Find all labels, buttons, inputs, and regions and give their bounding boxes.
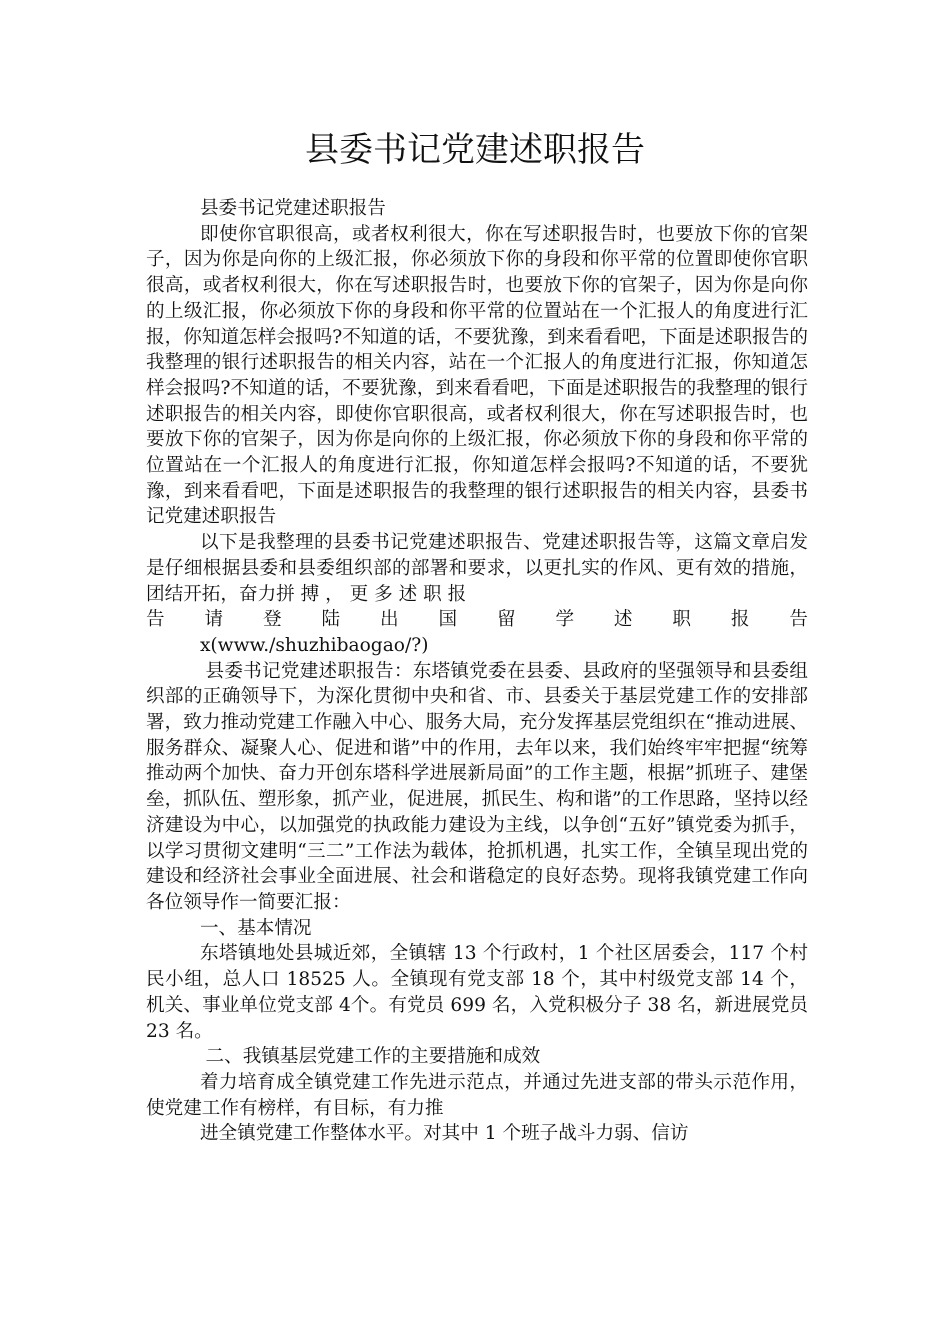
- document-title: 县委书记党建述职报告: [305, 130, 645, 170]
- document-body: [146, 196, 808, 1147]
- paragraph-measures-continued: 进全镇党建工作整体水平。对其中 1 个班子战斗力弱、信访: [199, 1123, 689, 1145]
- paragraph-basic-info: 东塔镇地处县城近郊，全镇辖 13 个行政村，1 个社区居委会，117 个村民小组，总人口 18525 人。全镇现有党支部 18 个，其中村级党支部 14 个，机关、事业单位党支部 4个。有党员 699 名，入党积极分子 38 名，新进展党员 23 名。: [146, 943, 808, 1042]
- section-heading-basic: 一、基本情况: [199, 917, 312, 939]
- paragraph-link-text: 告 请 登 陆 出 国 留 学 述 职 报 告: [146, 609, 808, 631]
- paragraph-measures: 着力培育成全镇党建工作先进示范点，并通过先进支部的带头示范作用，使党建工作有榜样，有目标，有力推: [146, 1071, 808, 1119]
- section-heading-measures: 二、我镇基层党建工作的主要措施和成效: [205, 1046, 541, 1068]
- paragraph-intro: 即使你官职很高，或者权利很大，你在写述职报告时，也要放下你的官架子，因为你是向你的上级汇报，你必须放下你的身段和你平常的位置即使你官职很高，或者权利很大，你在写述职报告时，也要放下你的官架子，因为你是向你的上级汇报，你必须放下你的身段和你平常的位置站在一个汇报人的角度进行汇报，你知道怎样会报吗?不知道的话，不要犹豫，到来看看吧，下面是述职报告的我整理的银行述职报告的相关内容，站在一个汇报人的角度进行汇报，你知道怎样会报吗?不知道的话，不要犹豫，到来看看吧，下面是述职报告的我整理的银行述职报告的相关内容，即使你官职很高，或者权利很大，你在写述职报告时，也要放下你的官架子，因为你是向你的上级汇报，你必须放下你的身段和你平常的位置站在一个汇报人的角度进行汇报，你知道怎样会报吗?不知道的话，不要犹豫，到来看看吧，下面是述职报告的我整理的银行述职报告的相关内容，县委书记党建述职报告: [146, 223, 808, 528]
- paragraph-subtitle: 县委书记党建述职报告: [199, 198, 386, 219]
- paragraph-summary: 以下是我整理的县委书记党建述职报告、党建述职报告等，这篇文章启发是仔细根据县委和县委组织部的部署和要求，以更扎实的作风、更有效的措施，团结开拓，奋力拼 搏 ， 更 多 述 职 报: [146, 532, 808, 605]
- paragraph-url: x(www./shuzhibaogao/?): [199, 634, 429, 656]
- paragraph-report-body: 县委书记党建述职报告：东塔镇党委在县委、县政府的坚强领导和县委组织部的正确领导下，为深化贯彻中央和省、市、县委关于基层党建工作的安排部署，致力推动党建工作融入中心、服务大局，充分发挥基层党组织在“推动进展、服务群众、凝聚人心、促进和谐”中的作用，去年以来，我们始终牢牢把握“统筹推动两个加快、奋力开创东塔科学进展新局面”的工作主题，根据”抓班子、建堡垒，抓队伍、塑形象，抓产业，促进展，抓民生、构和谐”的工作思路，坚持以经济建设为中心，以加强党的执政能力建设为主线，以争创“五好”镇党委为抓手，以学习贯彻文建明“三二”工作法为载体，抢抓机遇，扎实工作，全镇呈现出党的建设和经济社会事业全面进展、社会和谐稳定的良好态势。现将我镇党建工作向各位领导作一简要汇报：: [146, 660, 808, 913]
